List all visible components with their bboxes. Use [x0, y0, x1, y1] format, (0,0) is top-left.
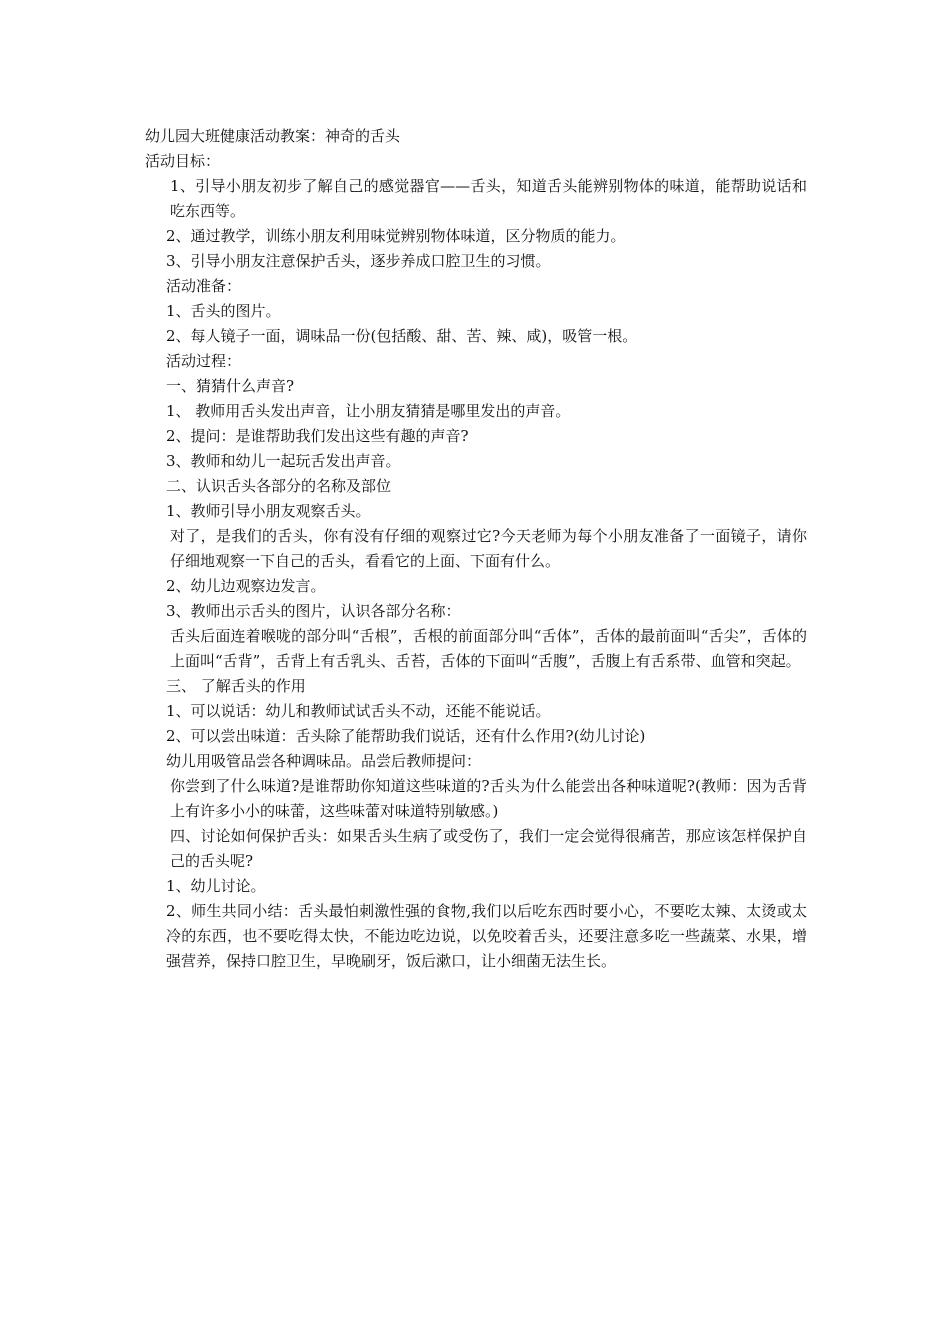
section-4-item-1: 1、幼儿讨论。: [166, 877, 266, 895]
prep-heading: 活动准备：: [166, 277, 242, 295]
section-2-paragraph-1: 对了，是我们的舌头，你有没有仔细的观察过它?今天老师为每个小朋友准备了一面镜子，请你仔细地观察一下自己的舌头，看看它的上面、下面有什么。: [170, 527, 807, 570]
section-2-paragraph-2: 舌头后面连着喉咙的部分叫“舌根”，舌根的前面部分叫“舌体”，舌体的最前面叫“舌尖”，舌体的上面叫“舌背”，舌背上有舌乳头、舌苔，舌体的下面叫“舌腹”，舌腹上有舌系带、血管和突起。: [170, 627, 807, 670]
prep-item-2: 2、每人镜子一面，调味品一份(包括酸、甜、苦、辣、咸)，吸管一根。: [166, 327, 638, 345]
section-2-heading: 二、认识舌头各部分的名称及部位: [166, 477, 392, 495]
section-2-item-1: 1、教师引导小朋友观察舌头。: [166, 502, 371, 520]
section-4-heading: 四、讨论如何保护舌头：如果舌头生病了或受伤了，我们一定会觉得很痛苦，那应该怎样保护自己的舌头呢?: [170, 827, 807, 870]
process-heading: 活动过程：: [166, 352, 242, 370]
section-3-paragraph-2: 你尝到了什么味道?是谁帮助你知道这些味道的?舌头为什么能尝出各种味道呢?(教师：因为舌背上有许多小小的味蕾，这些味蕾对味道特别敏感。): [170, 777, 807, 820]
section-2-item-3: 3、教师出示舌头的图片，认识各部分名称：: [166, 602, 461, 620]
section-3-paragraph-1: 幼儿用吸管品尝各种调味品。品尝后教师提问：: [166, 752, 482, 770]
section-4-item-2: 2、师生共同小结：舌头最怕刺激性强的食物,我们以后吃东西时要小心，不要吃太辣、太烫或太冷的东西，也不要吃得太快，不能边吃边说，以免咬着舌头，还要注意多吃一些蔬菜、水果，增强营养，保持口腔卫生，早晚刷牙，饭后漱口，让小细菌无法生长。: [166, 902, 807, 970]
goal-item-3: 3、引导小朋友注意保护舌头，逐步养成口腔卫生的习惯。: [166, 252, 551, 270]
section-2-item-2: 2、幼儿边观察边发言。: [166, 577, 326, 595]
section-3-item-2: 2、可以尝出味道：舌头除了能帮助我们说话，还有什么作用?(幼儿讨论): [166, 727, 646, 745]
goal-item-1: 1、引导小朋友初步了解自己的感觉器官——舌头，知道舌头能辨别物体的味道，能帮助说话和吃东西等。: [170, 177, 807, 220]
document-title: 幼儿园大班健康活动教案：神奇的舌头: [145, 127, 401, 145]
section-1-item-1: 1、 教师用舌头发出声音，让小朋友猜猜是哪里发出的声音。: [166, 402, 571, 420]
goal-item-2: 2、通过教学，训练小朋友利用味觉辨别物体味道，区分物质的能力。: [166, 227, 626, 245]
section-1-item-2: 2、提问：是谁帮助我们发出这些有趣的声音?: [166, 427, 469, 445]
prep-item-1: 1、舌头的图片。: [166, 302, 281, 320]
section-3-heading: 三、 了解舌头的作用: [166, 677, 306, 695]
section-1-heading: 一、猜猜什么声音?: [166, 377, 295, 395]
section-3-item-1: 1、可以说话：幼儿和教师试试舌头不动，还能不能说话。: [166, 702, 551, 720]
goals-heading: 活动目标：: [145, 152, 221, 170]
section-1-item-3: 3、教师和幼儿一起玩舌发出声音。: [166, 452, 401, 470]
document-page: [145, 124, 807, 974]
